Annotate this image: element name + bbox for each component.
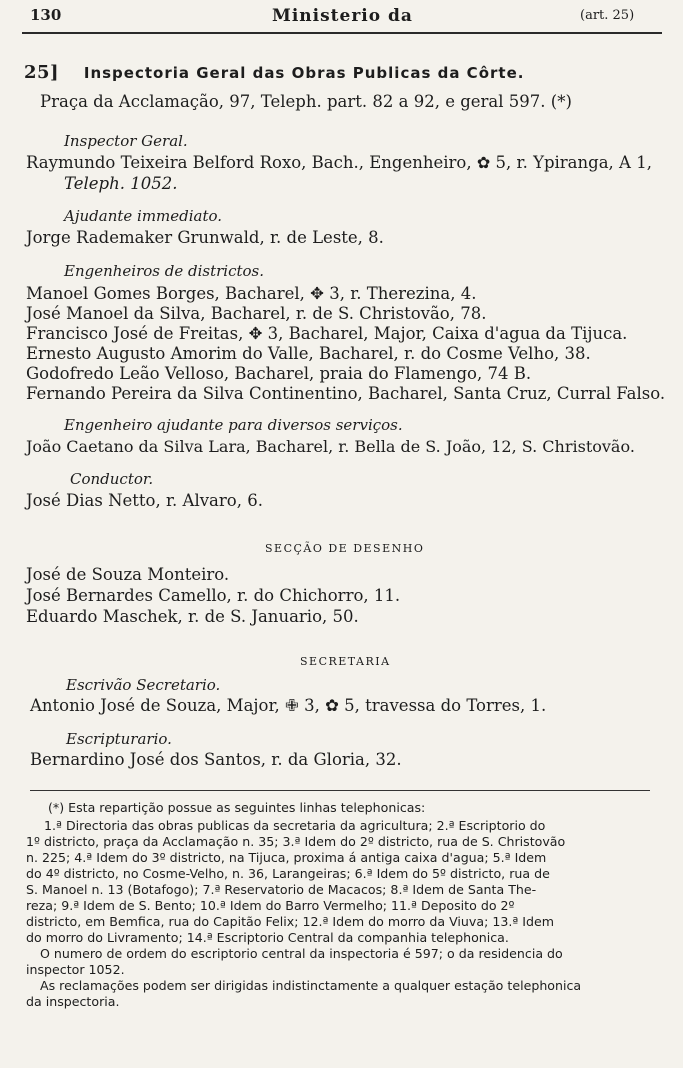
section-address: Praça da Acclamação, 97, Teleph. part. 82 a 92, e geral 597. (*) bbox=[40, 92, 572, 111]
conductor-heading: Conductor. bbox=[70, 470, 154, 488]
footnote-line: do morro do Livramento; 14.ª Escriptorio Central da companhia telephonica. bbox=[26, 930, 509, 945]
section-heading bbox=[24, 62, 524, 83]
section-title: Inspectoria Geral das Obras Publicas da Côrte. bbox=[83, 64, 525, 82]
footnote-line: districto, em Bemfica, rua do Capitão Felix; 12.ª Idem do morro da Viuva; 13.ª Idem bbox=[26, 914, 555, 929]
inspector-heading: Inspector Geral. bbox=[64, 132, 188, 150]
footnote-line: inspector 1052. bbox=[26, 962, 125, 977]
footnote-line: 1º districto, praça da Acclamação n. 35; 3.ª Idem do 2º districto, rua de S. Christovão bbox=[26, 834, 566, 849]
page-number: 130 bbox=[30, 6, 62, 24]
article-ref: (art. 25) bbox=[580, 8, 635, 23]
inspector-name: Raymundo Teixeira Belford Roxo, Bach., Engenheiro, bbox=[26, 153, 472, 172]
footnote-line: (*) Esta repartição possue as seguintes linhas telephonicas: bbox=[48, 800, 426, 815]
footnote-line: O numero de ordem do escriptorio central da inspectoria é 597; o da residencia do bbox=[40, 946, 563, 961]
ajudante-heading: Ajudante immediato. bbox=[64, 207, 223, 225]
engenheiros-heading: Engenheiros de districtos. bbox=[64, 262, 265, 280]
desenho-entry: José de Souza Monteiro. bbox=[26, 565, 230, 584]
footnote-line: da inspectoria. bbox=[26, 994, 120, 1009]
engenheiro-ajudante-entry: João Caetano da Silva Lara, Bacharel, r. Bella de S. João, 12, S. Christovão. bbox=[26, 437, 635, 456]
inspector-phone: Teleph. 1052. bbox=[64, 174, 178, 193]
conductor-entry: José Dias Netto, r. Alvaro, 6. bbox=[26, 491, 263, 510]
inspector-address: 5, r. Ypiranga, A 1, bbox=[495, 153, 652, 172]
footnote-line: As reclamações podem ser dirigidas indistinctamente a qualquer estação telephonica bbox=[40, 978, 582, 993]
running-title: Ministerio da bbox=[272, 6, 413, 26]
escrivao-entry: Antonio José de Souza, Major, ✙ 3, ✿ 5, travessa do Torres, 1. bbox=[30, 696, 547, 715]
escripturario-heading: Escripturario. bbox=[66, 730, 172, 748]
engenheiro-entry: Ernesto Augusto Amorim do Valle, Bacharel, r. do Cosme Velho, 38. bbox=[26, 344, 591, 363]
header-rule bbox=[22, 32, 662, 34]
footnote-line: reza; 9.ª Idem de S. Bento; 10.ª Idem do Barro Vermelho; 11.ª Deposito do 2º bbox=[26, 898, 515, 913]
footnote-rule bbox=[30, 790, 650, 791]
escrivao-heading: Escrivão Secretario. bbox=[66, 676, 221, 694]
desenho-entry: José Bernardes Camello, r. do Chichorro, 11. bbox=[26, 586, 401, 605]
footnote-line: S. Manoel n. 13 (Botafogo); 7.ª Reservatorio de Macacos; 8.ª Idem de Santa The- bbox=[26, 882, 537, 897]
engenheiro-entry: Francisco José de Freitas, ✥ 3, Bacharel, Major, Caixa d'agua da Tijuca. bbox=[26, 324, 628, 343]
engenheiro-entry: José Manoel da Silva, Bacharel, r. de S. Christovão, 78. bbox=[26, 304, 487, 323]
desenho-heading: SECÇÃO DE DESENHO bbox=[265, 542, 425, 555]
escripturario-entry: Bernardino José dos Santos, r. da Gloria, 32. bbox=[30, 750, 402, 769]
section-number: 25] bbox=[24, 62, 60, 83]
inspector-entry bbox=[26, 153, 652, 172]
order-emblem-icon: ✿ bbox=[476, 153, 491, 172]
footnote-line: n. 225; 4.ª Idem do 3º districto, na Tijuca, proxima á antiga caixa d'agua; 5.ª Idem bbox=[26, 850, 547, 865]
engenheiro-ajudante-heading: Engenheiro ajudante para diversos serviços. bbox=[64, 416, 403, 434]
footnote-line: do 4º districto, no Cosme-Velho, n. 36, Larangeiras; 6.ª Idem do 5º districto, rua de bbox=[26, 866, 550, 881]
engenheiro-entry: Fernando Pereira da Silva Continentino, Bacharel, Santa Cruz, Curral Falso. bbox=[26, 384, 666, 403]
footnote-line: 1.ª Directoria das obras publicas da secretaria da agricultura; 2.ª Escriptorio do bbox=[44, 818, 546, 833]
engenheiro-entry: Manoel Gomes Borges, Bacharel, ✥ 3, r. Therezina, 4. bbox=[26, 284, 477, 303]
ajudante-entry: Jorge Rademaker Grunwald, r. de Leste, 8. bbox=[26, 228, 384, 247]
engenheiro-entry: Godofredo Leão Velloso, Bacharel, praia do Flamengo, 74 B. bbox=[26, 364, 532, 383]
desenho-entry: Eduardo Maschek, r. de S. Januario, 50. bbox=[26, 607, 359, 626]
secretaria-heading: SECRETARIA bbox=[300, 655, 391, 668]
